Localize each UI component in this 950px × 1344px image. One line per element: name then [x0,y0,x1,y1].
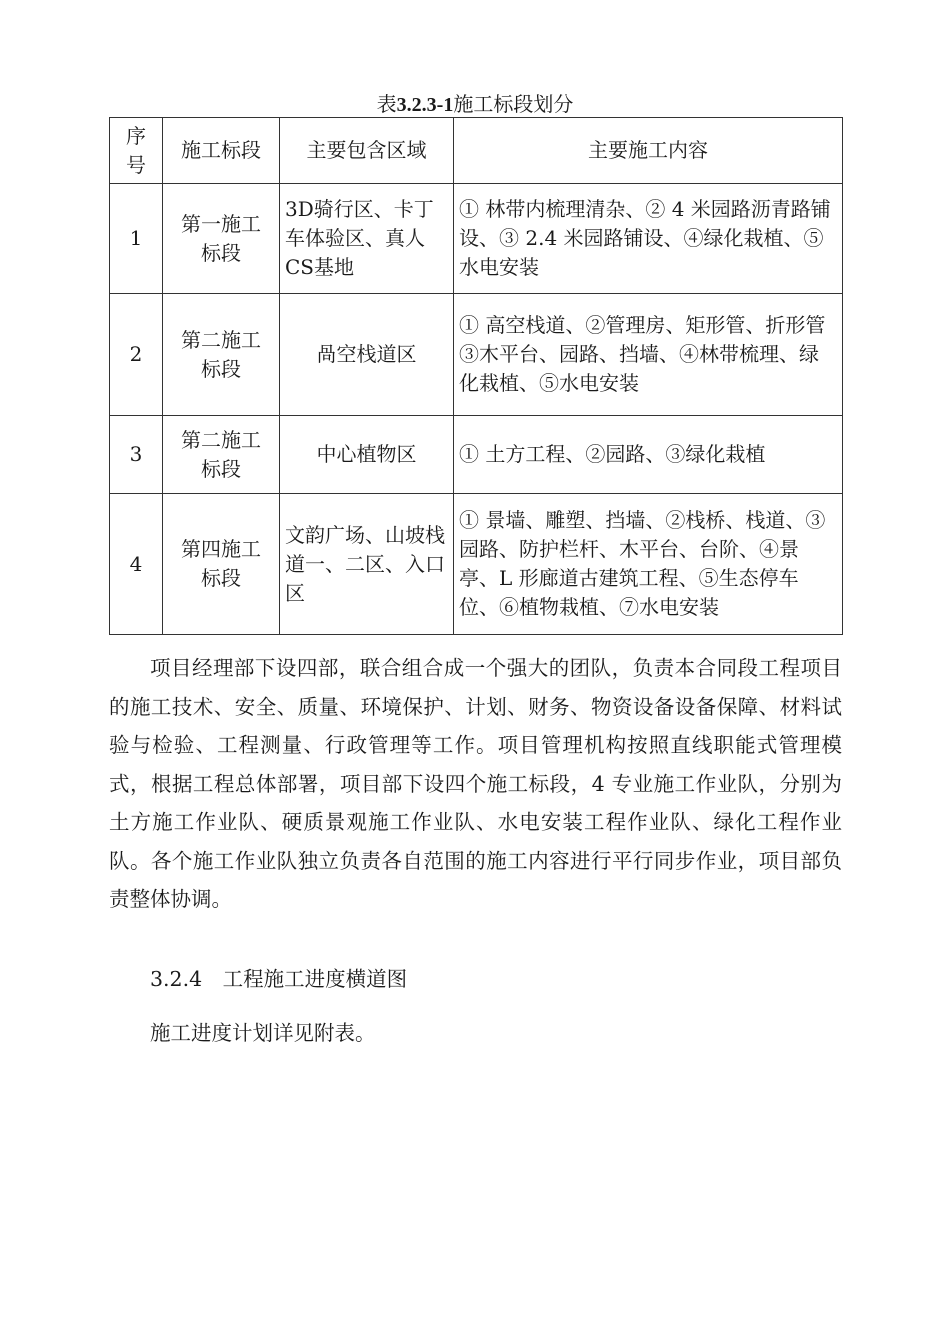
header-area: 主要包含区域 [280,118,454,184]
row-area: 3D骑行区、卡丁车体验区、真人CS基地 [280,184,454,294]
row-section: 第二施工标段 [163,294,280,416]
row-section: 第二施工标段 [163,416,280,494]
header-index: 序号 [110,118,163,184]
table-row [110,494,843,635]
table-caption [0,90,950,119]
table-row [110,184,843,294]
row-section: 第四施工标段 [163,494,280,635]
section-heading-3-2-4: 3.2.4 工程施工进度横道图 [150,967,408,991]
row-index: 2 [110,294,163,416]
body-paragraph-organization: 项目经理部下设四部，联合组合成一个强大的团队，负责本合同段工程项目的施工技术、安全、质量、环境保护、计划、财务、物资设备设备保障、材料试验与检验、工程测量、行政管理等工作。项目管理机构按照直线职能式管理模式，根据工程总体部署，项目部下设四个施工标段，4 专业施工作业队，分别为土方施工作业队、硬质景观施工作业队、水电安装工程作业队、绿化工程作业队。各个施工作业队独立负责各自范围的施工内容进行平行同步作业，项目部负责整体协调。 [109,656,842,911]
row-index: 1 [110,184,163,294]
caption-number: 3.2.3-1 [396,94,454,116]
row-index: 4 [110,494,163,635]
body-paragraph-schedule: 施工进度计划详见附表。 [150,1021,376,1045]
row-content: ① 土方工程、②园路、③绿化栽植 [454,416,843,494]
row-content-cell [454,494,843,635]
header-section: 施工标段 [163,118,280,184]
row-content: ① 景墙、雕塑、挡墙、②栈桥、栈道、③园路、防护栏杆、木平台、台阶、④景亭、L 形廊道古建筑工程、⑤生态停车位、⑥植物栽植、⑦水电安装 [459,508,826,619]
section-division-table [109,117,843,635]
table-row [110,416,843,494]
header-content: 主要施工内容 [454,118,843,184]
row-index: 3 [110,416,163,494]
row-area: 咼空栈道区 [280,294,454,416]
table-row [110,294,843,416]
caption-prefix: 表 [376,92,397,116]
row-content: ① 高空栈道、②管理房、矩形管、折形管③木平台、园路、挡墙、④林带梳理、绿化栽植、⑤水电安装 [454,294,843,416]
row-area: 文韵广场、山坡栈道一、二区、入口区 [280,494,454,635]
table-header-row [110,118,843,184]
row-area: 中心植物区 [280,416,454,494]
caption-title: 施工标段划分 [453,92,574,116]
row-content: ① 林带内梳理清杂、② 4 米园路沥青路铺设、③ 2.4 米园路铺设、④绿化栽植、⑤水电安装 [454,184,843,294]
row-section: 第一施工标段 [163,184,280,294]
